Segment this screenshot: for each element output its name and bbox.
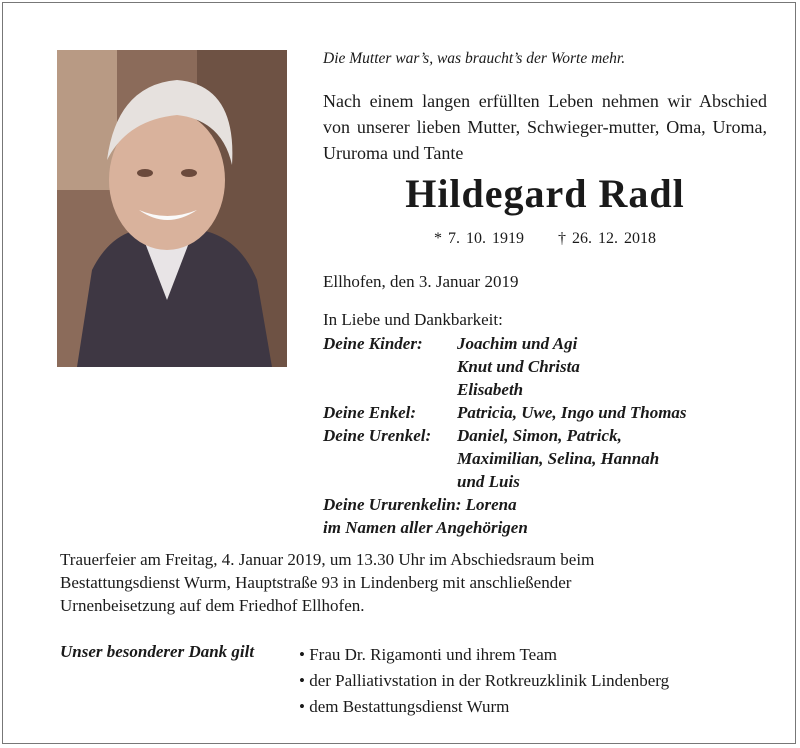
- family-names: Patricia, Uwe, Ingo und Thomas: [457, 403, 687, 422]
- family-row: [323, 355, 767, 378]
- family-names: Joachim und Agi: [457, 334, 578, 353]
- family-label: [323, 378, 457, 401]
- deceased-name: Hildegard Radl: [405, 171, 685, 216]
- family-names: und Luis: [457, 472, 520, 491]
- family-row: [323, 401, 767, 424]
- thanks-item: • dem Bestattungsdienst Wurm: [299, 694, 669, 720]
- portrait-photo: [57, 50, 287, 367]
- great-great-grandchild: Deine Ururenkelin: Lorena: [323, 495, 517, 514]
- family-label: Deine Urenkel:: [323, 426, 432, 445]
- ceremony-line: Bestattungsdienst Wurm, Hauptstraße 93 in Lindenberg mit anschließender: [60, 573, 572, 592]
- family-list: [323, 332, 767, 539]
- family-names: Elisabeth: [457, 380, 524, 399]
- family-row: [323, 332, 767, 355]
- all-relatives: im Namen aller Angehörigen: [323, 518, 528, 537]
- quote: Die Mutter war’s, was braucht’s der Worte mehr.: [323, 50, 626, 67]
- ceremony-text: [60, 548, 700, 617]
- love-line: In Liebe und Dankbarkeit:: [323, 310, 503, 329]
- family-label: Deine Kinder:: [323, 334, 423, 353]
- family-row: [323, 470, 767, 493]
- birth-date: * 7. 10. 1919: [434, 230, 524, 247]
- life-dates: [323, 230, 767, 248]
- family-row: [323, 378, 767, 401]
- family-names: Knut und Christa: [457, 357, 580, 376]
- ceremony-line: Urnenbeisetzung auf dem Friedhof Ellhofen.: [60, 596, 365, 615]
- family-label: [323, 447, 457, 470]
- intro-text: Nach einem langen erfüllten Leben nehmen wir Abschied von unserer lieben Mutter, Schwieger-mutter, Oma, Uroma, Ururoma und Tante: [323, 91, 767, 163]
- thanks-list: [299, 642, 669, 720]
- thanks-item: • der Palliativstation in der Rotkreuzklinik Lindenberg: [299, 668, 669, 694]
- family-label: [323, 470, 457, 493]
- death-date: † 26. 12. 2018: [558, 230, 656, 247]
- family-names: Maximilian, Selina, Hannah: [457, 449, 660, 468]
- place-date: Ellhofen, den 3. Januar 2019: [323, 272, 519, 291]
- family-row: [323, 447, 767, 470]
- family-names: Daniel, Simon, Patrick,: [457, 426, 622, 445]
- family-row: [323, 424, 767, 447]
- ceremony-line: Trauerfeier am Freitag, 4. Januar 2019, um 13.30 Uhr im Abschiedsraum beim: [60, 550, 595, 569]
- family-label: [323, 355, 457, 378]
- thanks-label: Unser besonderer Dank gilt: [60, 642, 255, 661]
- thanks-item: • Frau Dr. Rigamonti und ihrem Team: [299, 642, 669, 668]
- family-label: Deine Enkel:: [323, 403, 417, 422]
